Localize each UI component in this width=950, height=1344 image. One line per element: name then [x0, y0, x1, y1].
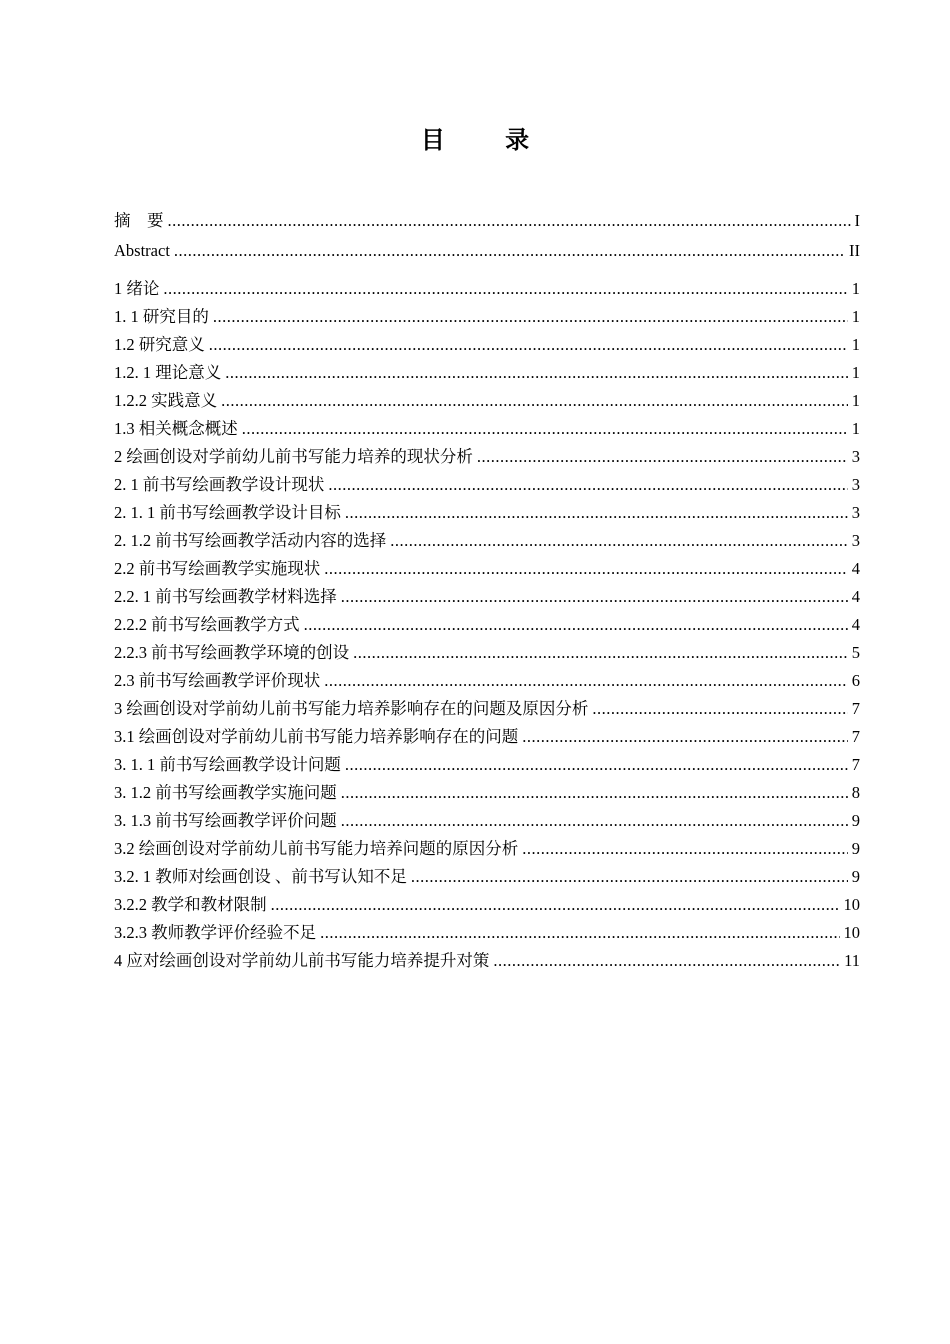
toc-entry[interactable]	[114, 723, 860, 751]
toc-entry[interactable]	[114, 499, 860, 527]
toc-entry[interactable]	[114, 611, 860, 639]
toc-entry-page: 1	[851, 335, 860, 354]
dot-leader	[341, 811, 848, 831]
toc-entry-label: 2. 1 前书写绘画教学设计现状	[114, 475, 325, 494]
toc-entry[interactable]	[114, 919, 860, 947]
toc-entry[interactable]	[114, 207, 860, 241]
toc-entry-page: 1	[851, 391, 860, 410]
dot-leader	[522, 727, 848, 747]
toc-entry[interactable]	[114, 583, 860, 611]
dot-leader	[328, 475, 847, 495]
toc-entry[interactable]	[114, 863, 860, 891]
toc-entry[interactable]	[114, 331, 860, 359]
toc-entry-page: 4	[851, 559, 860, 578]
dot-leader	[411, 867, 848, 887]
toc-entry[interactable]	[114, 695, 860, 723]
toc-entry-label: 3. 1.2 前书写绘画教学实施问题	[114, 783, 337, 802]
toc-entry-label: 2 绘画创设对学前幼儿前书写能力培养的现状分析	[114, 447, 473, 466]
dot-leader	[353, 643, 848, 663]
toc-entry-page: II	[849, 241, 860, 260]
toc-entry-label: 1 绪论	[114, 279, 160, 298]
toc-entry-label: 3.2 绘画创设对学前幼儿前书写能力培养问题的原因分析	[114, 839, 519, 858]
toc-entry[interactable]	[114, 555, 860, 583]
toc-entry-page: 11	[844, 951, 860, 970]
toc-entry[interactable]	[114, 443, 860, 471]
dot-leader	[174, 241, 845, 261]
toc-entry[interactable]	[114, 275, 860, 303]
dot-leader	[209, 335, 848, 355]
toc-entry[interactable]	[114, 387, 860, 415]
toc-entry-label: 1. 1 研究目的	[114, 307, 209, 326]
toc-entry-label: 1.3 相关概念概述	[114, 419, 238, 438]
toc-entry[interactable]	[114, 835, 860, 863]
dot-leader	[522, 839, 848, 859]
dot-leader	[320, 923, 839, 943]
toc-entry-page: 7	[851, 727, 860, 746]
toc-entry-page: I	[854, 211, 860, 230]
dot-leader	[493, 951, 840, 971]
toc-entry-page: 10	[843, 895, 860, 914]
toc-title: 目 录	[420, 126, 556, 154]
toc-entry-label: 3.2.3 教师教学评价经验不足	[114, 923, 317, 942]
toc-entry-page: 8	[851, 783, 860, 802]
toc-entry-label: 4 应对绘画创设对学前幼儿前书写能力培养提升对策	[114, 951, 490, 970]
toc-entry[interactable]	[114, 807, 860, 835]
toc-entry[interactable]	[114, 527, 860, 555]
toc-entry-label: 2.3 前书写绘画教学评价现状	[114, 671, 321, 690]
toc-entry-label: 2.2 前书写绘画教学实施现状	[114, 559, 321, 578]
toc-entry-label: 2.2.2 前书写绘画教学方式	[114, 615, 300, 634]
toc-entry[interactable]	[114, 667, 860, 695]
toc-entry-page: 9	[851, 867, 860, 886]
toc-entry[interactable]	[114, 947, 860, 975]
toc-entry-label: 3. 1.3 前书写绘画教学评价问题	[114, 811, 337, 830]
toc-entry-label: 3. 1. 1 前书写绘画教学设计问题	[114, 755, 341, 774]
toc-entry-label: 1.2 研究意义	[114, 335, 205, 354]
toc-entry-page: 1	[851, 307, 860, 326]
toc-entry[interactable]	[114, 471, 860, 499]
toc-entry-label: 2. 1. 1 前书写绘画教学设计目标	[114, 503, 341, 522]
toc-entry[interactable]	[114, 751, 860, 779]
dot-leader	[477, 447, 848, 467]
toc-entry-page: 5	[851, 643, 860, 662]
toc-entry-page: 3	[851, 447, 860, 466]
toc-entry-page: 3	[851, 531, 860, 550]
toc-entry-page: 9	[851, 839, 860, 858]
dot-leader	[304, 615, 848, 635]
toc-entry[interactable]	[114, 241, 860, 275]
dot-leader	[592, 699, 847, 719]
toc-entry[interactable]	[114, 639, 860, 667]
toc-entry-label: 2.2.3 前书写绘画教学环境的创设	[114, 643, 350, 662]
toc-entry-page: 1	[851, 419, 860, 438]
dot-leader	[341, 587, 848, 607]
toc-entry-label: 2. 1.2 前书写绘画教学活动内容的选择	[114, 531, 387, 550]
toc-entry-page: 7	[851, 699, 860, 718]
toc-entry-page: 10	[843, 923, 860, 942]
toc-entry[interactable]	[114, 779, 860, 807]
toc-entry-label: 3.2. 1 教师对绘画创设 、前书写认知不足	[114, 867, 407, 886]
toc-entry-page: 6	[851, 671, 860, 690]
dot-leader	[345, 755, 848, 775]
dot-leader	[271, 895, 840, 915]
toc-entry-label: 1.2. 1 理论意义	[114, 363, 222, 382]
toc-entry[interactable]	[114, 303, 860, 331]
toc-entry-page: 3	[851, 503, 860, 522]
toc-entry-label: 摘 要	[114, 211, 164, 230]
toc-entry-label: Abstract	[114, 241, 170, 260]
toc-entry-page: 9	[851, 811, 860, 830]
dot-leader	[221, 391, 848, 411]
dot-leader	[168, 211, 851, 231]
dot-leader	[242, 419, 848, 439]
toc-entry-label: 3.2.2 教学和教材限制	[114, 895, 267, 914]
dot-leader	[324, 559, 848, 579]
toc-entry-label: 2.2. 1 前书写绘画教学材料选择	[114, 587, 337, 606]
dot-leader	[390, 531, 848, 551]
table-of-contents	[114, 207, 860, 975]
toc-entry-page: 3	[851, 475, 860, 494]
toc-entry-label: 3 绘画创设对学前幼儿前书写能力培养影响存在的问题及原因分析	[114, 699, 589, 718]
dot-leader	[324, 671, 848, 691]
toc-entry-page: 4	[851, 587, 860, 606]
dot-leader	[345, 503, 848, 523]
toc-entry[interactable]	[114, 415, 860, 443]
dot-leader	[341, 783, 848, 803]
toc-entry-page: 7	[851, 755, 860, 774]
toc-entry-label: 3.1 绘画创设对学前幼儿前书写能力培养影响存在的问题	[114, 727, 519, 746]
toc-entry-page: 1	[851, 363, 860, 382]
toc-entry[interactable]	[114, 891, 860, 919]
dot-leader	[213, 307, 848, 327]
toc-entry-page: 4	[851, 615, 860, 634]
toc-entry-page: 1	[851, 279, 860, 298]
toc-entry-label: 1.2.2 实践意义	[114, 391, 218, 410]
toc-entry[interactable]	[114, 359, 860, 387]
dot-leader	[163, 279, 847, 299]
dot-leader	[225, 363, 848, 383]
